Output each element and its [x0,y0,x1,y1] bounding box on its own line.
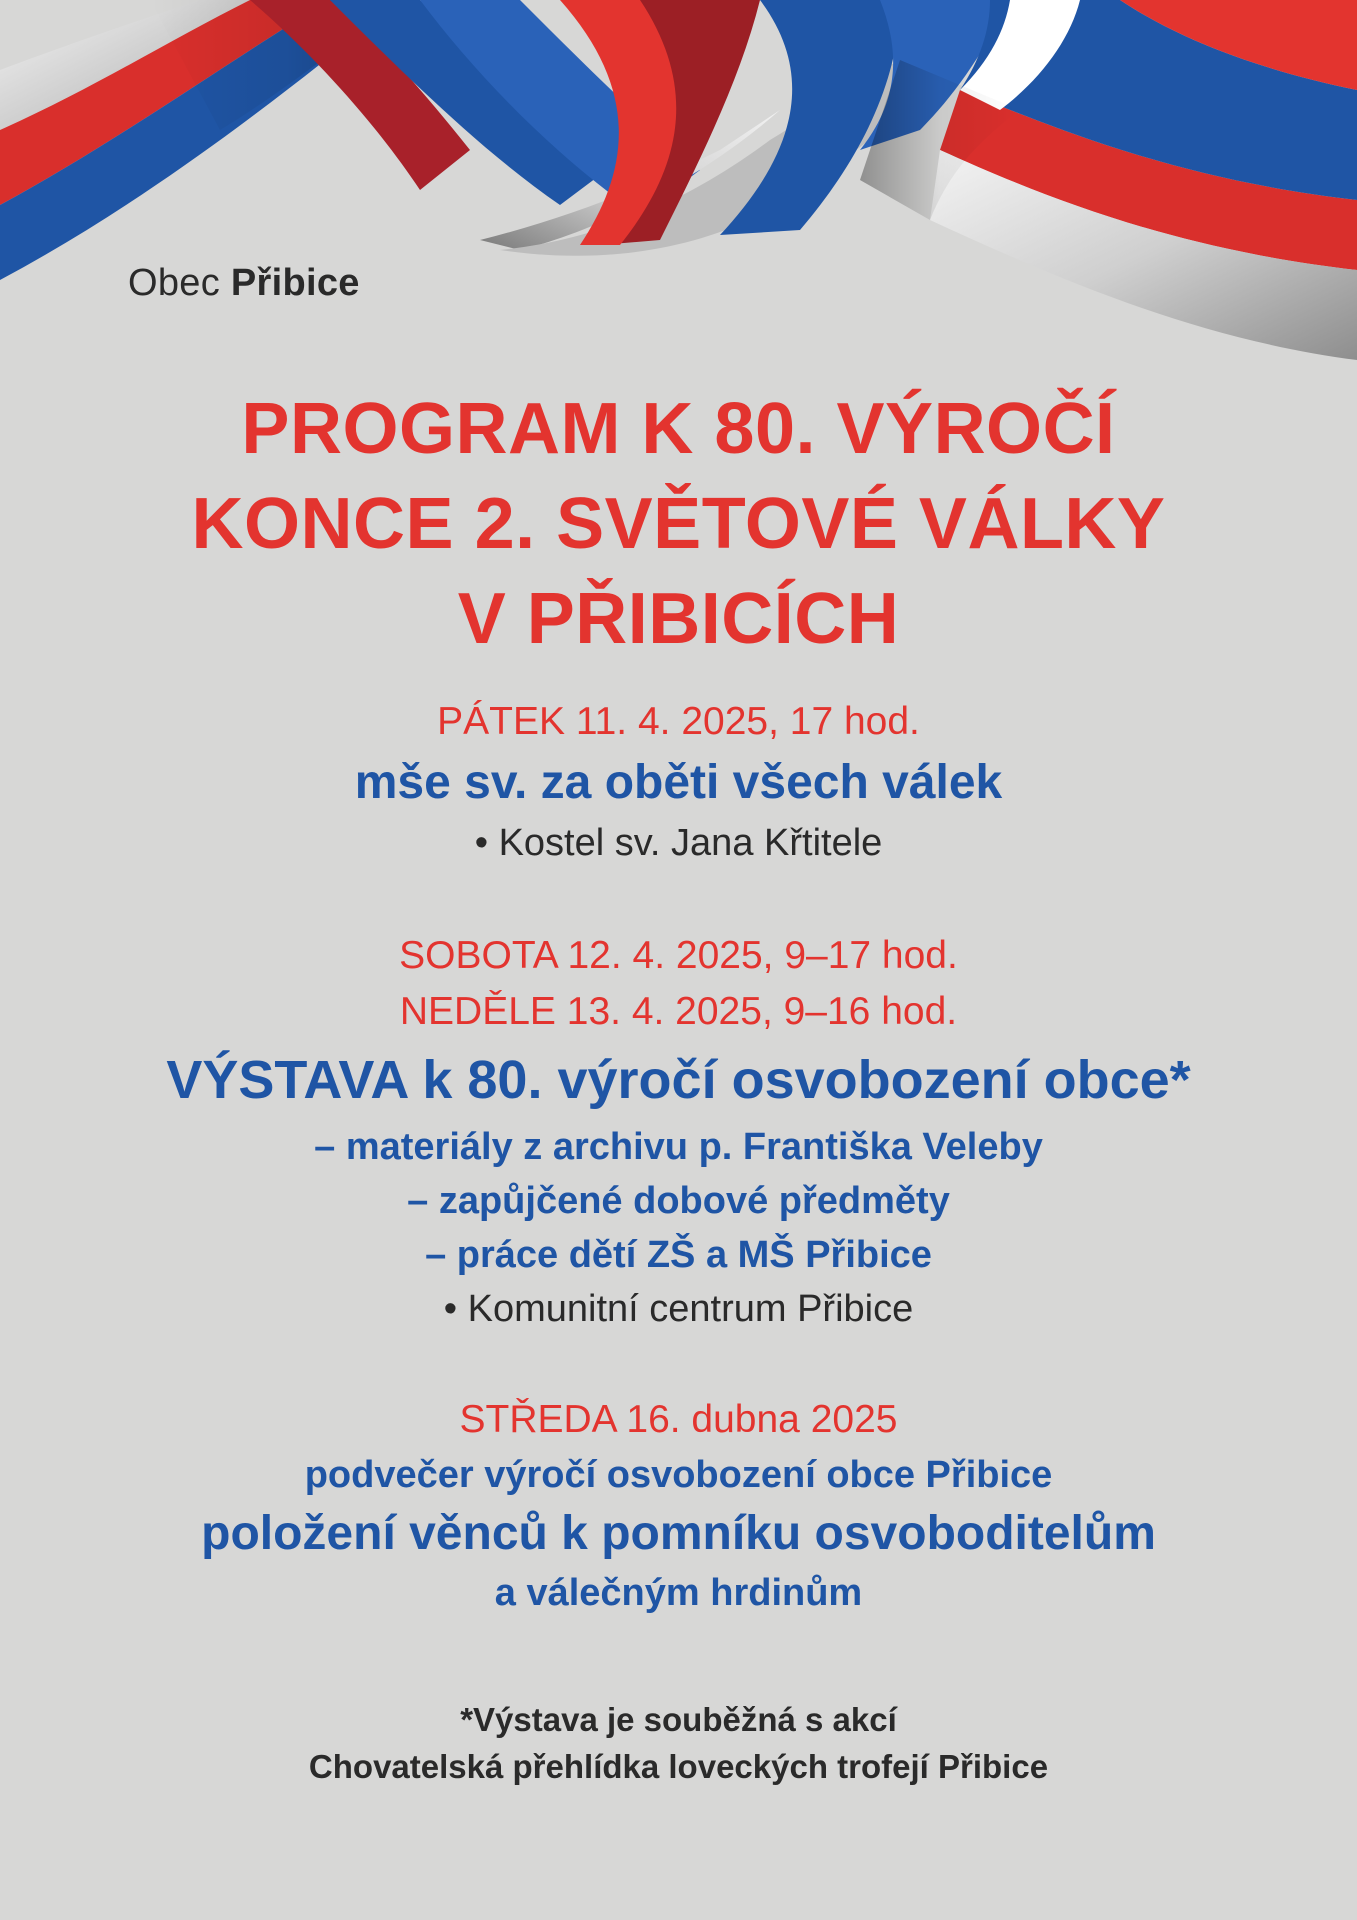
event-wednesday-date: STŘEDA 16. dubna 2025 [459,1398,898,1441]
event-friday-place: • Kostel sv. Jana Křtitele [474,822,883,864]
event-wednesday-subtitle: podvečer výročí osvobození obce Přibice [304,1454,1053,1496]
event-wednesday-title: položení věnců k pomníku osvoboditelům [201,1507,1156,1560]
event-weekend-item-2: – zapůjčené dobové předměty [407,1180,950,1222]
event-weekend-place: • Komunitní centrum Přibice [443,1288,914,1330]
event-friday-date: PÁTEK 11. 4. 2025, 17 hod. [437,700,920,743]
event-weekend-date-2: NEDĚLE 13. 4. 2025, 9–16 hod. [399,990,958,1033]
title-line-1: PROGRAM K 80. VÝROČÍ [241,389,1116,469]
organization-name: Přibice [230,262,360,304]
footnote [0,1696,1357,1790]
event-weekend-title: VÝSTAVA k 80. výročí osvobození obce* [166,1050,1191,1110]
footnote-line-1: *Výstava je souběžná s akcí [460,1701,897,1738]
organization-label [128,262,360,305]
czech-tricolour-ribbons-icon [0,0,1357,380]
event-wednesday [0,1392,1357,1620]
page-title [0,382,1357,667]
event-friday [0,694,1357,870]
title-line-2: KONCE 2. SVĚTOVÉ VÁLKY [191,484,1166,564]
event-weekend-item-3: – práce dětí ZŠ a MŠ Přibice [425,1234,932,1276]
event-weekend-item-1: – materiály z archivu p. Františka Veleby [314,1126,1043,1168]
event-weekend [0,928,1357,1336]
title-line-3: V PŘIBICÍCH [457,579,900,659]
organization-prefix: Obec [128,262,221,304]
footnote-line-2: Chovatelská přehlídka loveckých trofejí Přibice [308,1748,1049,1785]
event-weekend-date-1: SOBOTA 12. 4. 2025, 9–17 hod. [399,934,958,977]
event-wednesday-title-cont: a válečným hrdinům [494,1572,863,1614]
event-friday-title: mše sv. za oběti všech válek [354,756,1003,809]
